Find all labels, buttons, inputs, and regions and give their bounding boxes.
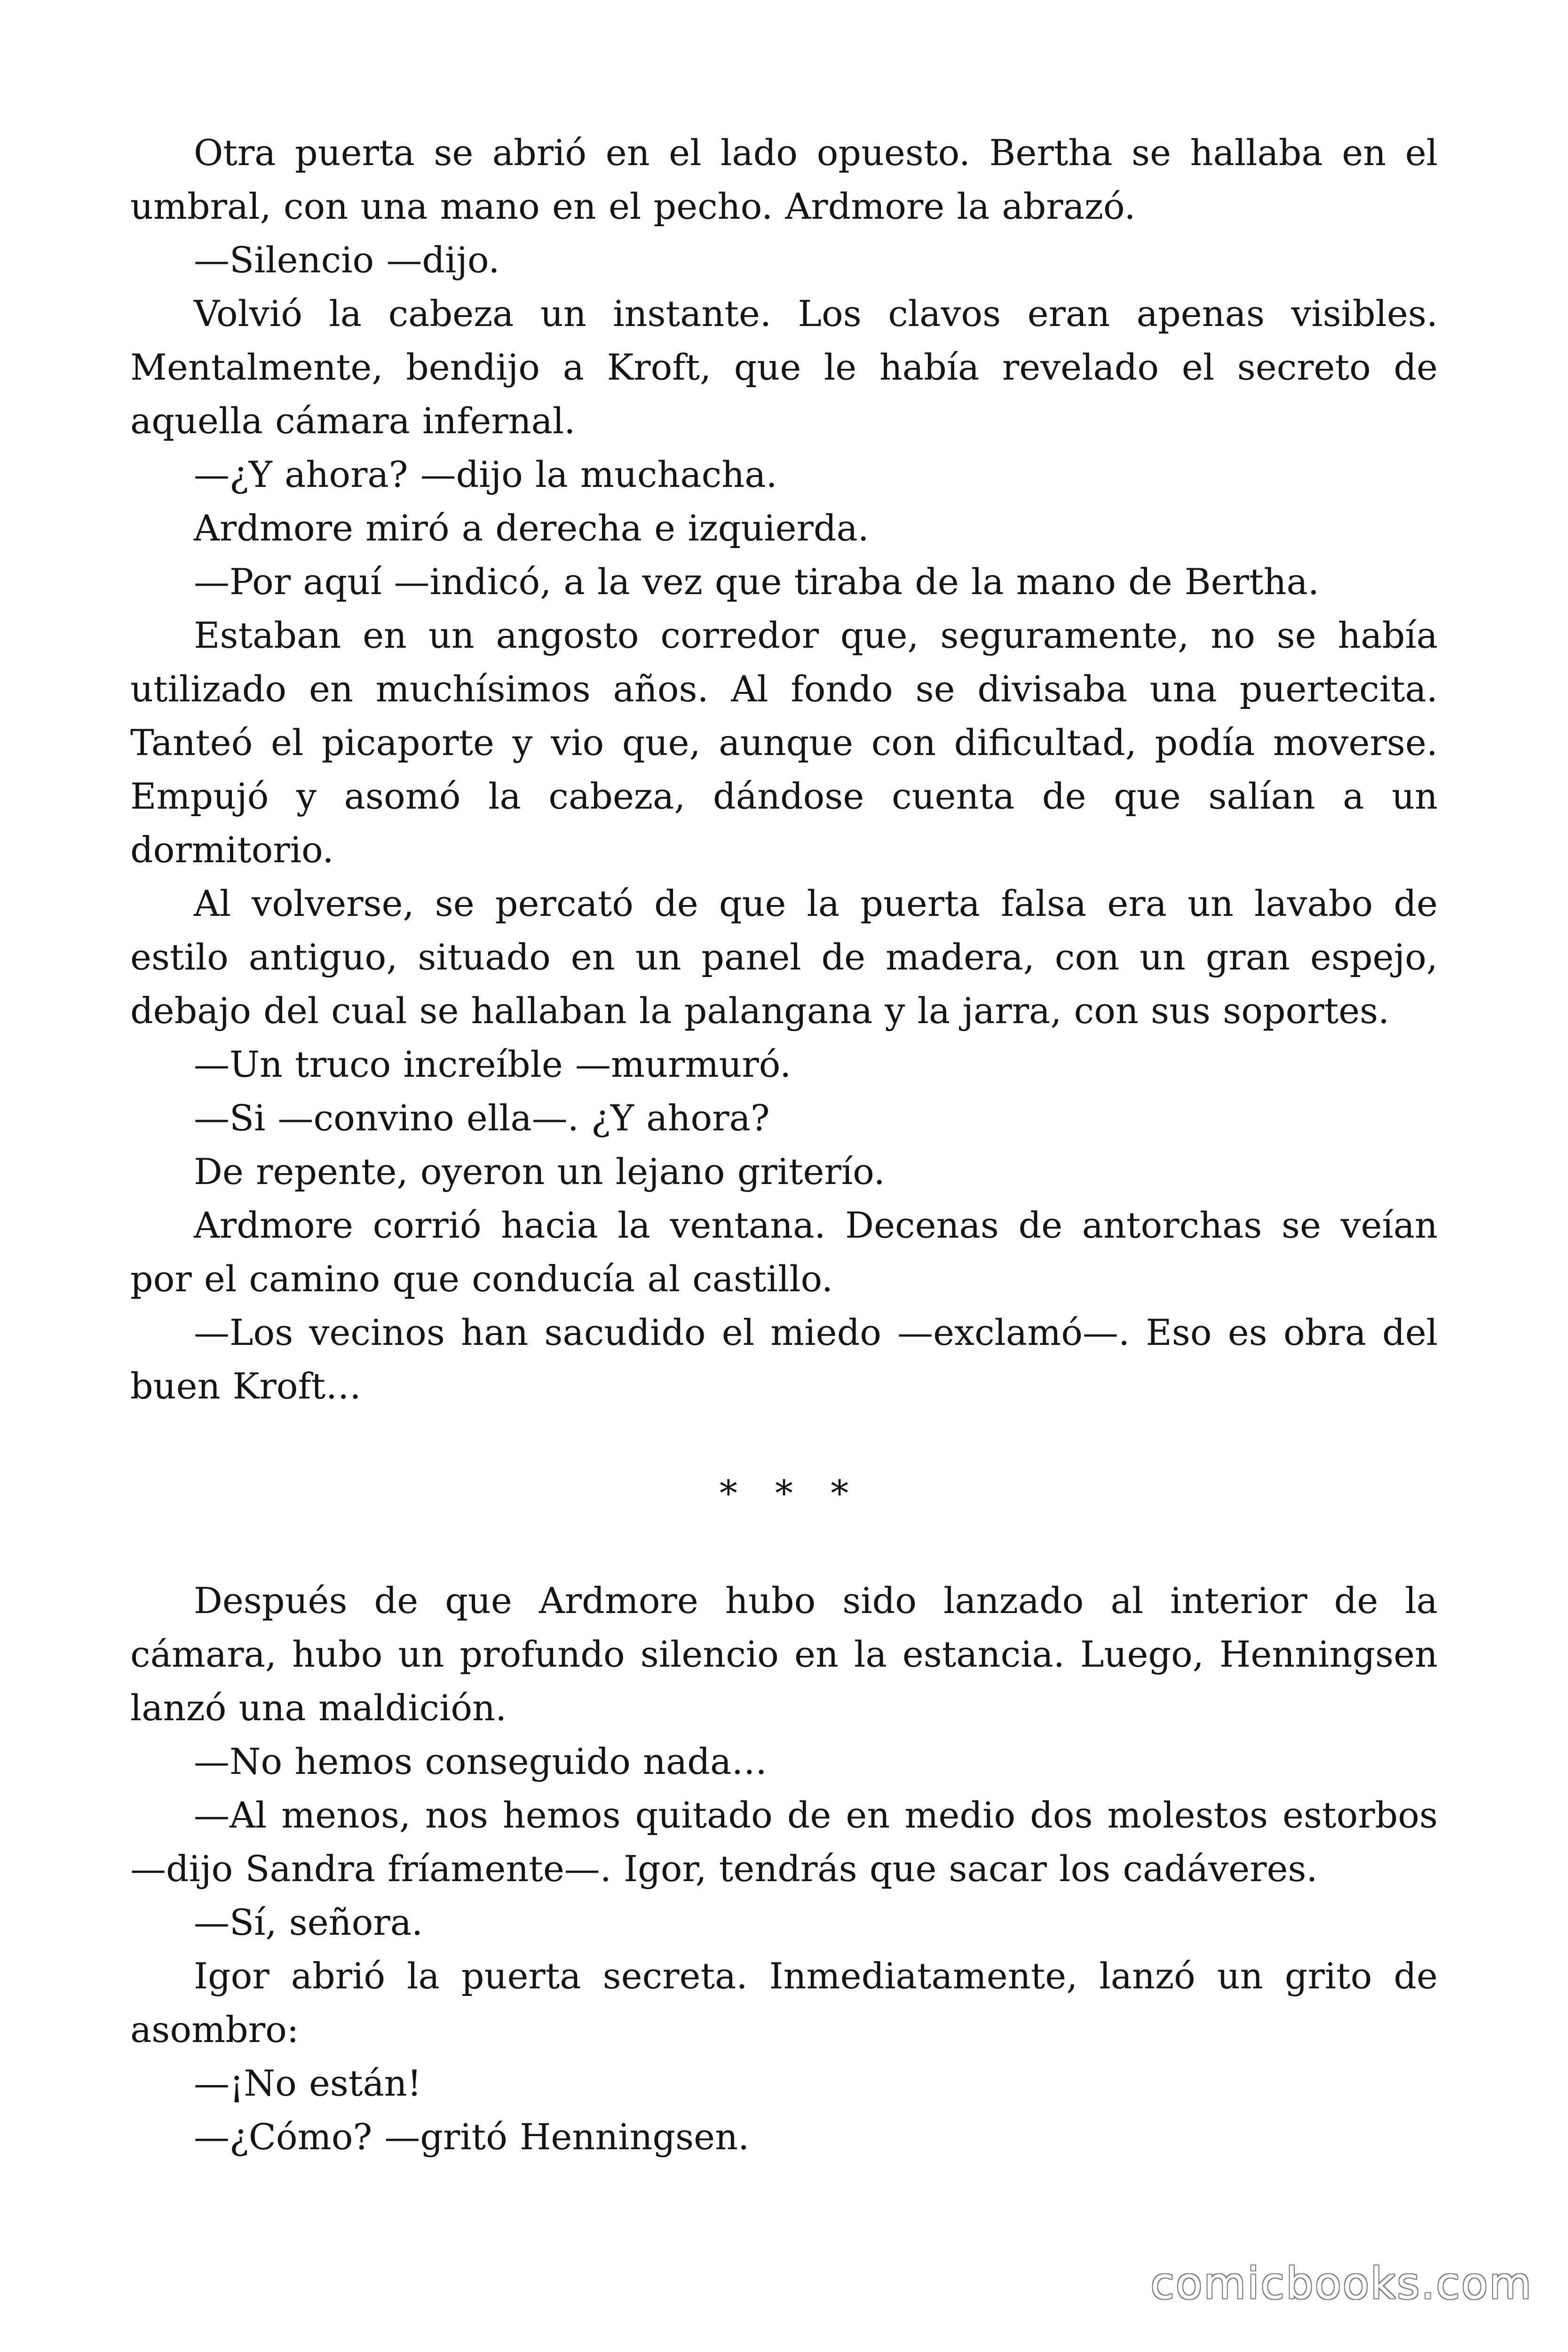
- paragraph: —Si —convino ella—. ¿Y ahora?: [194, 1097, 770, 1139]
- paragraph: —Por aquí —indicó, a la vez que tiraba de la mano de Bertha.: [194, 561, 1319, 603]
- paragraph: Ardmore miró a derecha e izquierda.: [194, 507, 869, 549]
- paragraph: —Un truco increíble —murmuró.: [194, 1043, 792, 1085]
- paragraph: —Los vecinos han sacudido el miedo —exclamó—. Eso es obra del buen Kroft…: [130, 1311, 1438, 1407]
- watermark: comicbooks.com: [1150, 2258, 1533, 2309]
- paragraph: —¿Y ahora? —dijo la muchacha.: [194, 453, 777, 495]
- paragraph: Igor abrió la puerta secreta. Inmediatamente, lanzó un grito de asombro:: [130, 1955, 1438, 2050]
- paragraph: —Silencio —dijo.: [194, 239, 500, 281]
- paragraph: Volvió la cabeza un instante. Los clavos eran apenas visibles. Mentalmente, bendijo a Kroft, que le había revelado el secreto de aquella cámara infernal.: [130, 293, 1438, 442]
- scene-break: * * *: [719, 1472, 862, 1514]
- paragraph: —Sí, señora.: [194, 1901, 423, 1943]
- paragraph: Estaban en un angosto corredor que, seguramente, no se había utilizado en muchísimos años. Al fondo se divisaba una puertecita. Tanteó el picaporte y vio que, aunque con dificultad, podía moverse. Empujó y asomó la cabeza, dándose cuenta de que salían a un dormitorio.: [130, 614, 1438, 871]
- book-page: [130, 126, 1438, 2164]
- paragraph: —¡No están!: [194, 2062, 422, 2104]
- paragraph: —No hemos conseguido nada…: [194, 1740, 768, 1782]
- paragraph: Después de que Ardmore hubo sido lanzado al interior de la cámara, hubo un profundo silencio en la estancia. Luego, Henningsen lanzó una maldición.: [130, 1580, 1438, 1729]
- paragraph: —Al menos, nos hemos quitado de en medio dos molestos estorbos —dijo Sandra fríamente—. Igor, tendrás que sacar los cadáveres.: [130, 1794, 1438, 1890]
- paragraph: —¿Cómo? —gritó Henningsen.: [194, 2116, 750, 2158]
- paragraph: Ardmore corrió hacia la ventana. Decenas de antorchas se veían por el camino que conducía al castillo.: [130, 1204, 1438, 1300]
- paragraph: Al volverse, se percató de que la puerta falsa era un lavabo de estilo antiguo, situado en un panel de madera, con un gran espejo, debajo del cual se hallaban la palangana y la jarra, con sus soportes.: [130, 882, 1438, 1032]
- paragraph: De repente, oyeron un lejano griterío.: [194, 1151, 885, 1192]
- paragraph: Otra puerta se abrió en el lado opuesto. Bertha se hallaba en el umbral, con una mano en el pecho. Ardmore la abrazó.: [130, 132, 1438, 227]
